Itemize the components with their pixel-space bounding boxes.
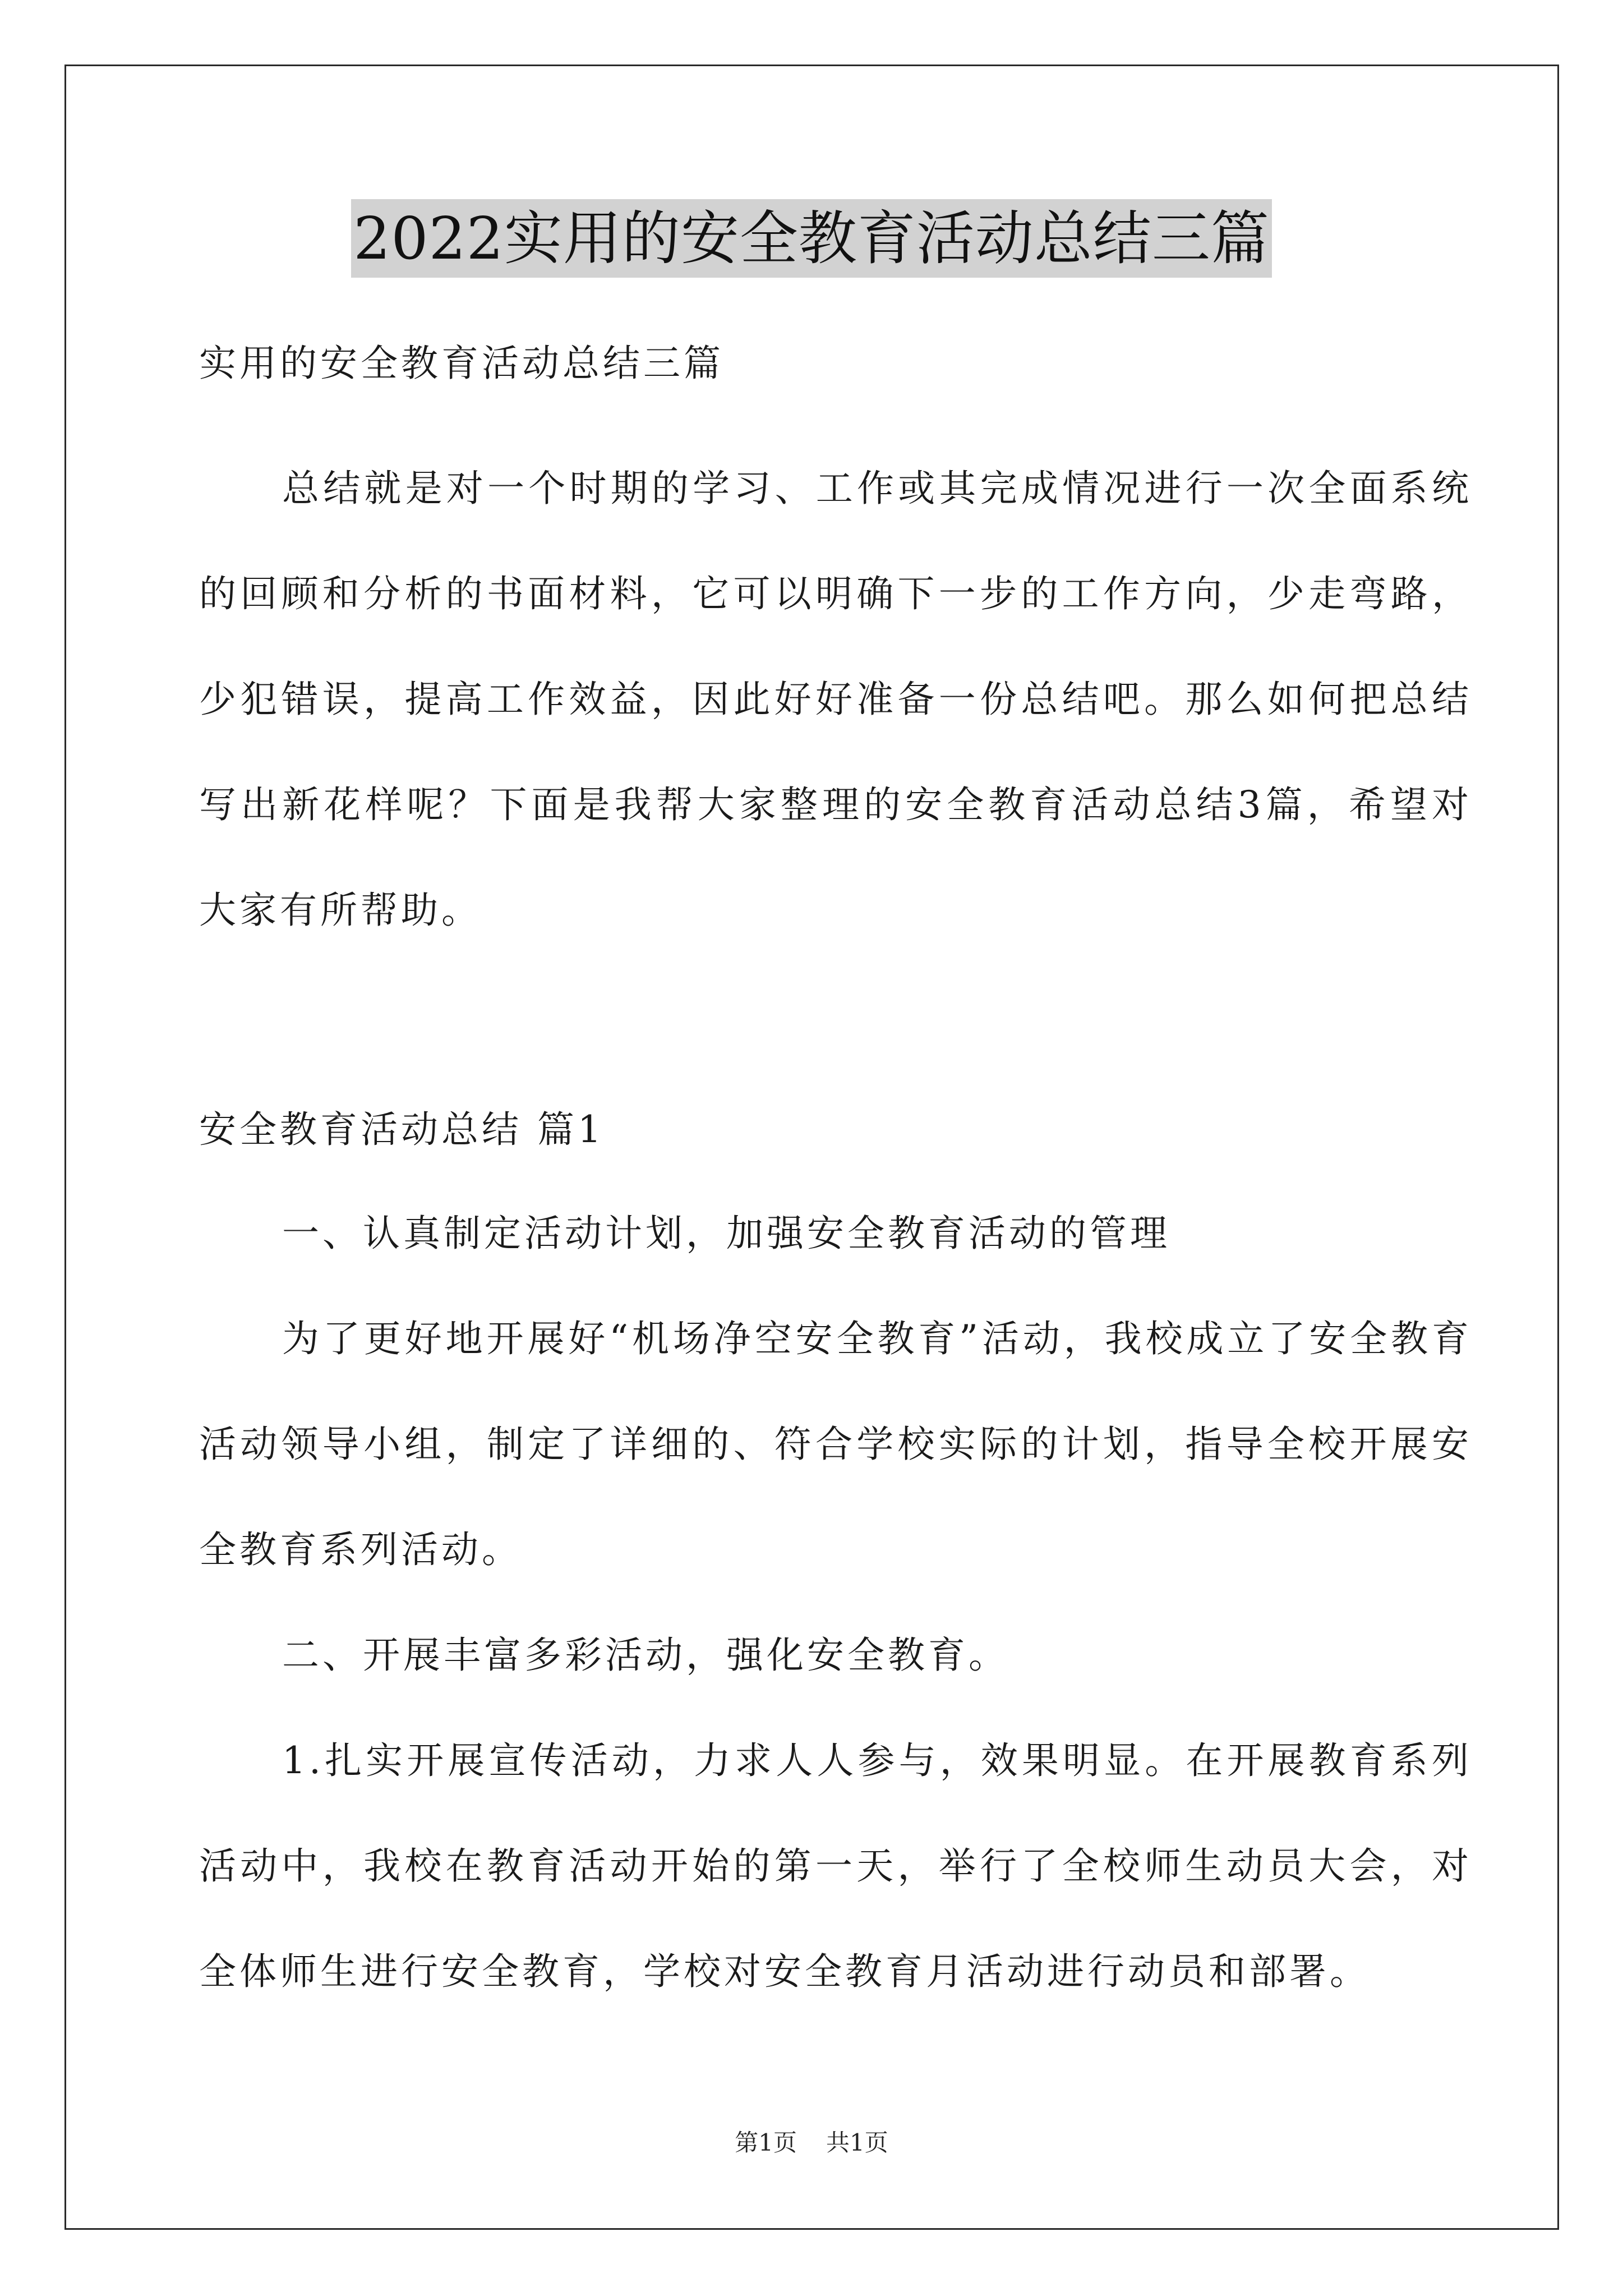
item-one-body: 为了更好地开展好“机场净空安全教育”活动，我校成立了安全教育活动领导小组，制定了详细的、符合学校实际的计划，指导全校开展安全教育系列活动。	[199, 1317, 1472, 1571]
intro-paragraph: 总结就是对一个时期的学习、工作或其完成情况进行一次全面系统的回顾和分析的书面材料，它可以明确下一步的工作方向，少走弯路，少犯错误，提高工作效益，因此好好准备一份总结吧。那么如何把总结写出新花样呢？下面是我帮大家整理的安全教育活动总结3篇，希望对大家有所帮助。	[199, 467, 1472, 932]
item-two-heading: 二、开展丰富多彩活动，强化安全教育。	[282, 1634, 1009, 1677]
page-total: 共1页	[826, 2129, 888, 2156]
title-wrap	[0, 199, 1623, 278]
document-subtitle: 实用的安全教育活动总结三篇	[199, 342, 724, 385]
document-title: 2022实用的安全教育活动总结三篇	[351, 199, 1272, 278]
page-number: 第1页	[735, 2129, 797, 2156]
page-footer	[0, 2126, 1623, 2160]
item-two-point-one: 1.扎实开展宣传活动，力求人人参与，效果明显。在开展教育系列活动中，我校在教育活动开始的第一天，举行了全校师生动员大会，对全体师生进行安全教育，学校对安全教育月活动进行动员和部署。	[199, 1739, 1472, 1993]
section-heading: 安全教育活动总结 篇1	[199, 1108, 605, 1151]
item-one-heading: 一、认真制定活动计划，加强安全教育活动的管理	[282, 1212, 1170, 1255]
